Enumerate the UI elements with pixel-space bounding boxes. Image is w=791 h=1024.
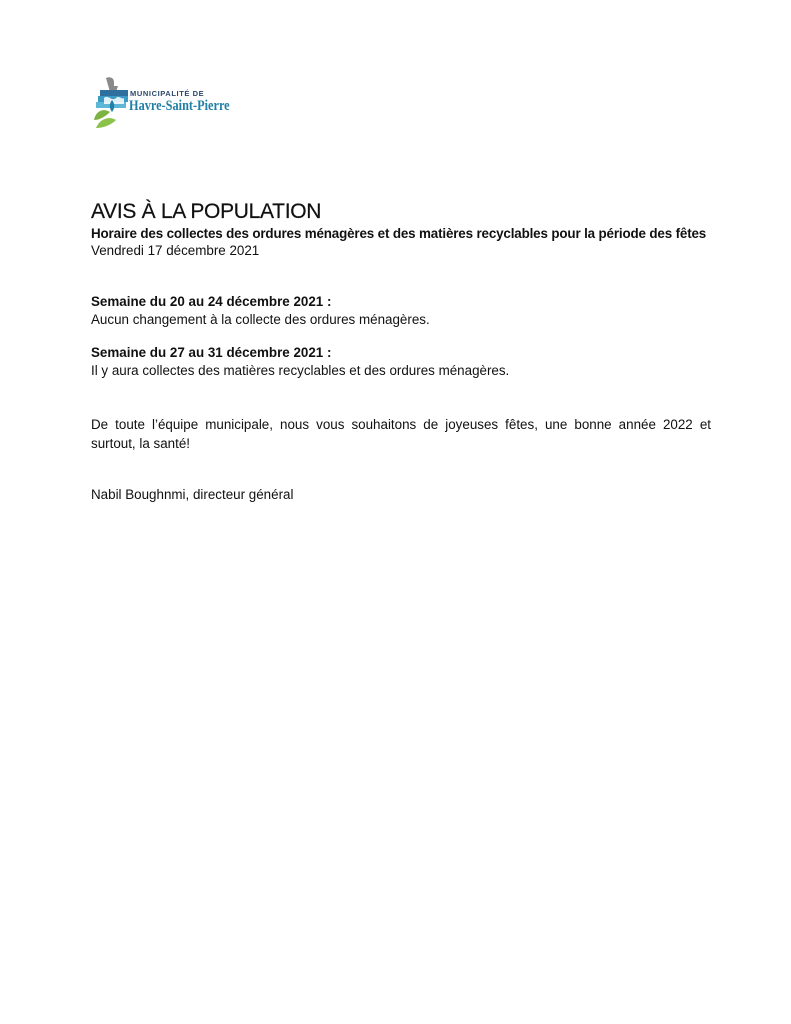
notice-body bbox=[91, 198, 711, 504]
logo-line-big: Havre-Saint-Pierre bbox=[129, 98, 230, 114]
notice-date: Vendredi 17 décembre 2021 bbox=[91, 243, 260, 258]
logo-line-small: MUNICIPALITÉ DE bbox=[130, 89, 205, 98]
week-text: Aucun changement à la collecte des ordures ménagères. bbox=[91, 312, 430, 327]
week-section-2 bbox=[91, 344, 711, 380]
week-section-1 bbox=[91, 293, 711, 329]
municipality-logo bbox=[92, 74, 232, 134]
closing-message: De toute l’équipe municipale, nous vous souhaitons de joyeuses fêtes, une bonne année 2022 et surtout, la santé! bbox=[91, 417, 711, 451]
notice-subtitle: Horaire des collectes des ordures ménagères et des matières recyclables pour la période des fêtes bbox=[91, 226, 707, 241]
week-heading: Semaine du 27 au 31 décembre 2021 : bbox=[91, 345, 332, 360]
week-heading: Semaine du 20 au 24 décembre 2021 : bbox=[91, 294, 332, 309]
signature: Nabil Boughnmi, directeur général bbox=[91, 487, 294, 502]
notice-title: AVIS À LA POPULATION bbox=[91, 200, 322, 223]
municipality-emblem-icon bbox=[92, 74, 132, 132]
week-text: Il y aura collectes des matières recyclables et des ordures ménagères. bbox=[91, 363, 510, 378]
